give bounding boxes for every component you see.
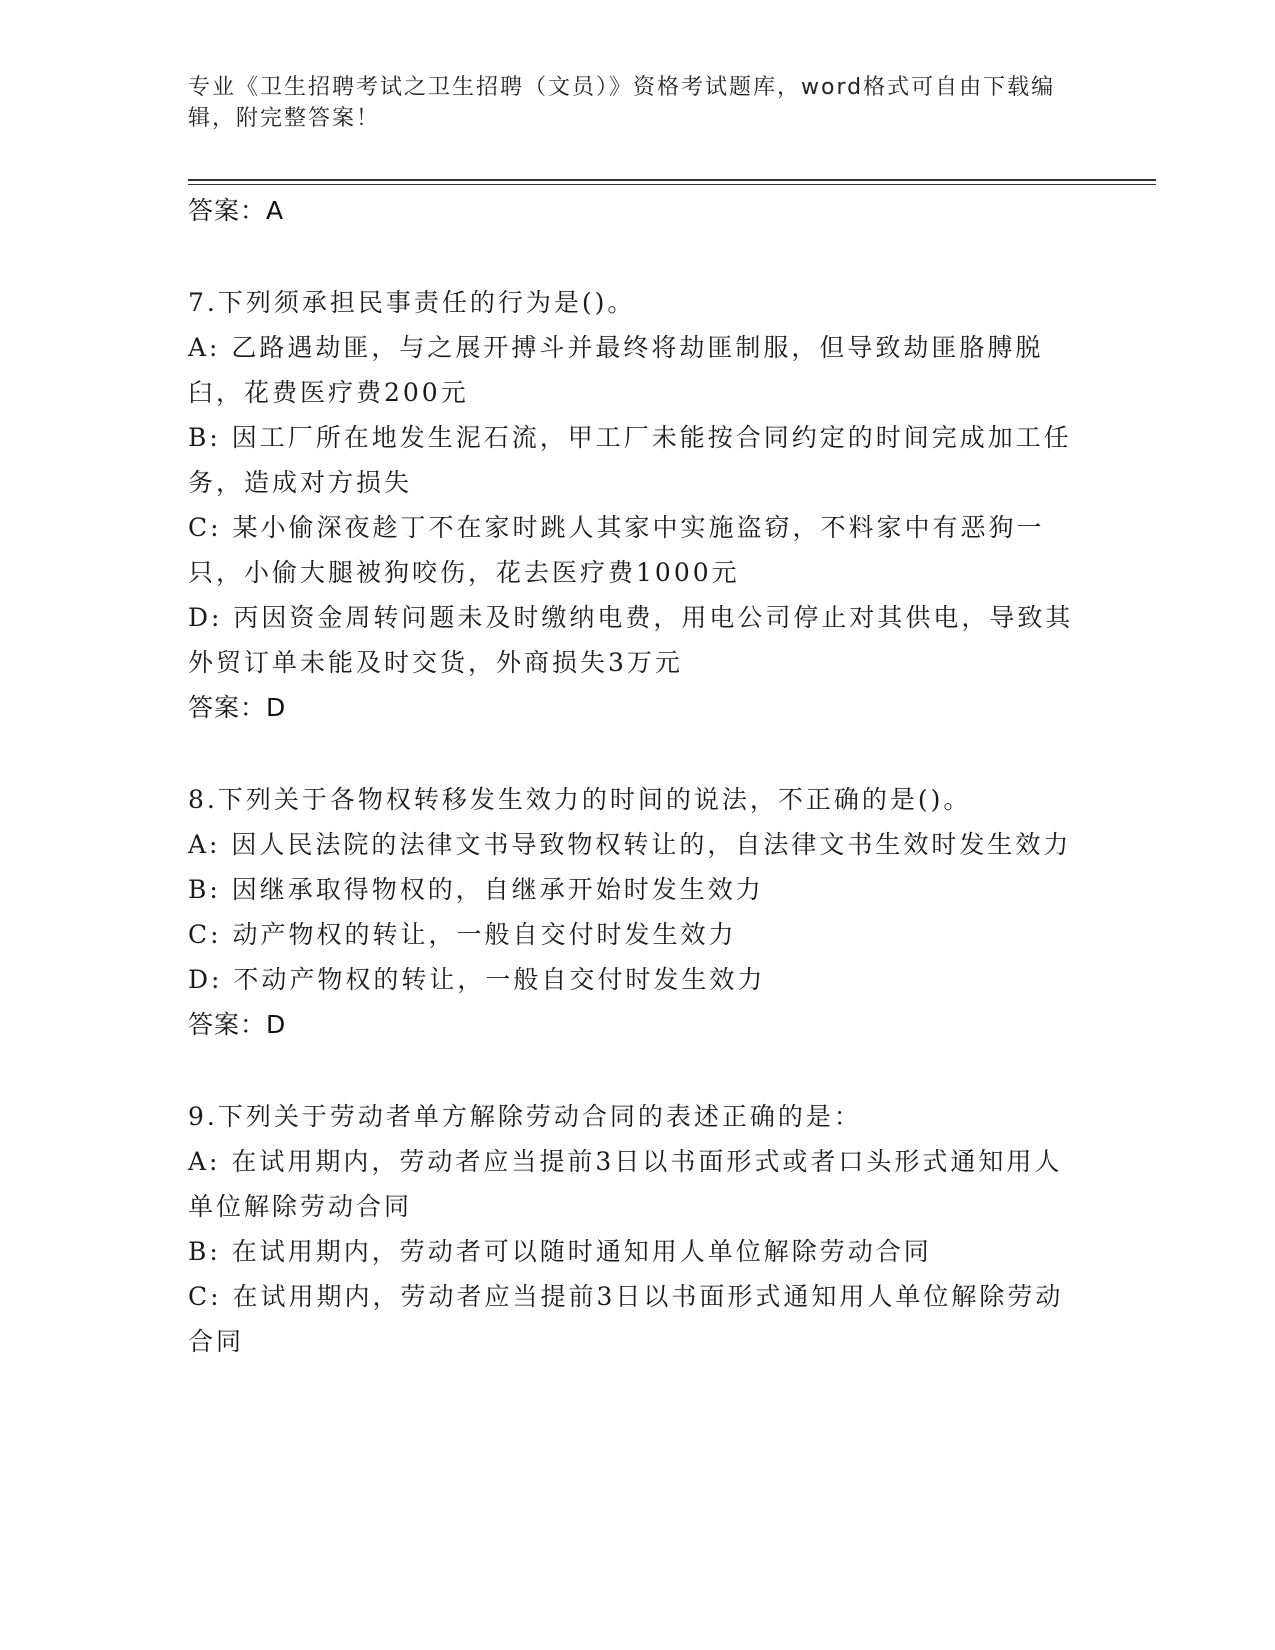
option-c: C: 某小偷深夜趁丁不在家时跳人其家中实施盗窃，不料家中有恶狗一只，小偷大腿被狗咬伤，花去医疗费1000元 xyxy=(188,513,1045,587)
option-a: A: 因人民法院的法律文书导致物权转让的，自法律文书生效时发生效力 xyxy=(188,830,1072,859)
header-divider-thin xyxy=(188,184,1156,185)
answer-label: 答案：D xyxy=(188,1010,287,1039)
option-a: A: 乙路遇劫匪，与之展开搏斗并最终将劫匪制服，但导致劫匪胳膊脱臼，花费医疗费200元 xyxy=(188,333,1044,407)
question-stem: 7.下列须承担民事责任的行为是()。 xyxy=(188,288,636,317)
header-divider-thick xyxy=(188,179,1156,181)
question-list xyxy=(188,188,1088,1364)
answer-label: 答案：D xyxy=(188,693,287,722)
option-d: D: 丙因资金周转问题未及时缴纳电费，用电公司停止对其供电，导致其外贸订单未能及时交货，外商损失3万元 xyxy=(188,603,1074,677)
document-header: 专业《卫生招聘考试之卫生招聘（文员）》资格考试题库，word格式可自由下载编辑，附完整答案！ xyxy=(188,75,1056,131)
option-b: B: 在试用期内，劳动者可以随时通知用人单位解除劳动合同 xyxy=(188,1237,932,1266)
option-a: A: 在试用期内，劳动者应当提前3日以书面形式或者口头形式通知用人单位解除劳动合同 xyxy=(188,1147,1063,1221)
option-b: B: 因继承取得物权的，自继承开始时发生效力 xyxy=(188,875,764,904)
question-stem: 9.下列关于劳动者单方解除劳动合同的表述正确的是： xyxy=(188,1102,862,1131)
previous-answer: 答案：A xyxy=(188,196,285,225)
question-9 xyxy=(188,1094,1088,1364)
question-7 xyxy=(188,280,1088,731)
option-b: B: 因工厂所在地发生泥石流，甲工厂未能按合同约定的时间完成加工任务，造成对方损失 xyxy=(188,423,1072,497)
option-d: D: 不动产物权的转让，一般自交付时发生效力 xyxy=(188,965,766,994)
question-8 xyxy=(188,777,1088,1048)
option-c: C: 在试用期内，劳动者应当提前3日以书面形式通知用人单位解除劳动合同 xyxy=(188,1282,1064,1356)
question-stem: 8.下列关于各物权转移发生效力的时间的说法，不正确的是()。 xyxy=(188,785,972,814)
option-c: C: 动产物权的转让，一般自交付时发生效力 xyxy=(188,920,737,949)
